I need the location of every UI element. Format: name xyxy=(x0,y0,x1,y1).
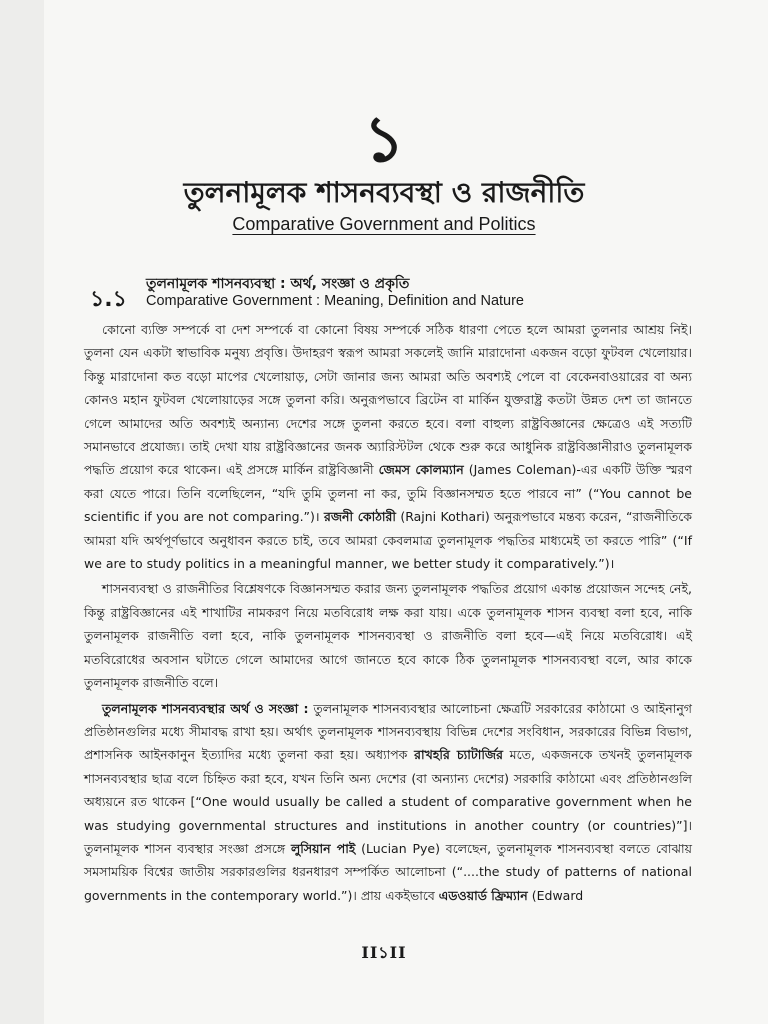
name-rakhahari-chatterjee: রাখহরি চ্যাটার্জির xyxy=(414,747,503,763)
paragraph-3-text-c: (Lucian Pye) বলেছেন, তুলনামূলক শাসনব্যবস্থা বলতে বোঝায় সমসাময়িক বিশ্বের জাতীয় সরকারগুলির ধরনধারণ সম্পর্কিত আলোচনা (“....the study of patterns of national governments in the contemporary world.”)। প্রায় একইভাবে xyxy=(84,840,692,903)
paragraph-1-text-a: কোনো ব্যক্তি সম্পর্কে বা দেশ সম্পর্কে বা কোনো বিষয় সম্পর্কে সঠিক ধারণা পেতে হলে আমরা তুলনার আশ্রয় নিই। তুলনা যেন একটা স্বাভাবিক মনুষ্য প্রবৃত্তি। উদাহরণ স্বরূপ আমরা সকলেই জানি মারাদোনা একজন বড়ো ফুটবল খেলোয়ার। কিন্তু মারাদোনা কত বড়ো মাপের খেলোয়াড়, সেটা জানার জন্য আমরা অতি অবশ্যই পেলে বা বেকেনবাওয়ারের বা অন্য কোনও মহান ফুটবল খেলোয়াড়ের সঙ্গে তুলনা করি। অনুরূপভাবে ব্রিটেন বা মার্কিন যুক্তরাষ্ট্র কতটা উন্নত দেশ তা জানতে গেলে আমাদের অতি অবশ্যই অন্যান্য দেশের সঙ্গে তুলনা করতে হবে। বলা বাহুল্য রাষ্ট্রবিজ্ঞানের ক্ষেত্রেও এই সত্যটি সমানভাবে প্রযোজ্য। তাই দেখা যায় রাষ্ট্রবিজ্ঞানের জনক অ্যারিস্টটল থেকে শুরু করে আধুনিক রাষ্ট্রবিজ্ঞানীরাও তুলনামূলক পদ্ধতি প্রয়োগ করে থাকেন। এই প্রসঙ্গে মার্কিন রাষ্ট্রবিজ্ঞানী xyxy=(84,322,692,478)
chapter-title-english: Comparative Government and Politics xyxy=(232,214,536,234)
paragraph-2: শাসনব্যবস্থা ও রাজনীতির বিশ্লেষণকে বিজ্ঞানসম্মত করার জন্য তুলনামূলক পদ্ধতির প্রয়োগ একান্ত প্রয়োজন সন্দেহ নেই, কিন্তু রাষ্ট্রবিজ্ঞানের এই শাখাটির নামকরণ নিয়ে মতবিরোধ লক্ষ করা যায়। একে তুলনামূলক শাসন ব্যবস্থা বলা হবে, নাকি তুলনামূলক রাজনীতি বলা হবে, নাকি তুলনামূলক শাসনব্যবস্থা ও রাজনীতি বলা হবে—এই নিয়ে মতবিরোধ। এই মতবিরোধের অবসান ঘটাতে গেলে আমাদের আগে জানতে হবে কাকে ঠিক তুলনামূলক শাসনব্যবস্থা বলে, আর কাকে তুলনামূলক রাজনীতি বলে। xyxy=(84,581,692,691)
definition-heading: তুলনামূলক শাসনব্যবস্থার অর্থ ও সংজ্ঞা : xyxy=(102,700,309,716)
paragraph-1-text-c: (Rajni Kothari) অনুরূপভাবে মন্তব্য করেন, “রাজনীতিকে আমরা যদি অর্থপূর্ণভাবে অনুধাবন করতে চাই, তবে আমরা কেবলমাত্র তুলনামূলক পদ্ধতির মাধ্যমেই তা করতে পারি” (“If we are to study politics in a meaningful manner, we better study it comparatively.”)। xyxy=(84,509,692,572)
name-james-coleman: জেমস কোলম্যান xyxy=(378,462,464,478)
paragraph-3-text-b: মতে, একজনকে তখনই তুলনামূলক শাসনব্যবস্থার ছাত্র বলে চিহ্নিত করা হবে, যখন তিনি অন্য দেশের (বা অন্যান্য দেশের) সরকারি কাঠামো এবং প্রতিষ্ঠানগুলি অধ্যয়নে রত থাকেন [“One would usually be called a student of comparative government when he was studying governmental structures and institutions in another country (or countries)”]। তুলনামূলক শাসন ব্যবস্থার সংজ্ঞা প্রসঙ্গে xyxy=(84,747,693,856)
name-rajni-kothari: রজনী কোঠারী xyxy=(323,509,396,525)
paragraph-3-text-d: (Edward xyxy=(531,887,584,903)
chapter-title-bengali: তুলনামূলক শাসনব্যবস্থা ও রাজনীতি xyxy=(183,176,585,209)
chapter-number: ১ xyxy=(363,102,405,177)
name-lucian-pye: লুসিয়ান পাই xyxy=(290,840,356,856)
paragraph-3-text-a: তুলনামূলক শাসনব্যবস্থার আলোচনা ক্ষেত্রটি সরকারের কাঠামো ও আইনানুগ প্রতিষ্ঠানগুলির মধ্যে সীমাবদ্ধ রাখা হয়। অর্থাৎ তুলনামূলক শাসনব্যবস্থায় বিভিন্ন দেশের সংবিধান, সরকারের বিভিন্ন বিভাগ, প্রশাসনিক আইনকানুন ইত্যাদির মধ্যে তুলনা করা হয়। অধ্যাপক xyxy=(84,700,692,763)
name-edward-freeman: এডওয়ার্ড ফ্রিম্যান xyxy=(438,887,528,903)
section-number: ১.১ xyxy=(90,287,127,312)
page-number: II১II xyxy=(361,943,407,962)
paragraph-1 xyxy=(84,318,692,575)
paragraph-3 xyxy=(84,697,692,908)
section-title-bengali: তুলনামূলক শাসনব্যবস্থা : অর্থ, সংজ্ঞা ও প্রকৃতি xyxy=(146,276,410,292)
paragraph-1-text-b: (James Coleman)-এর একটি উক্তি স্মরণ করা যেতে পারে। তিনি বলেছিলেন, “যদি তুমি তুলনা না কর, তুমি বিজ্ঞানসম্মত হতে পারবে না” (“You cannot be scientific if you are not comparing.”)। xyxy=(84,462,692,525)
body-text xyxy=(84,318,692,907)
section-title-english: Comparative Government : Meaning, Definition and Nature xyxy=(146,293,524,309)
